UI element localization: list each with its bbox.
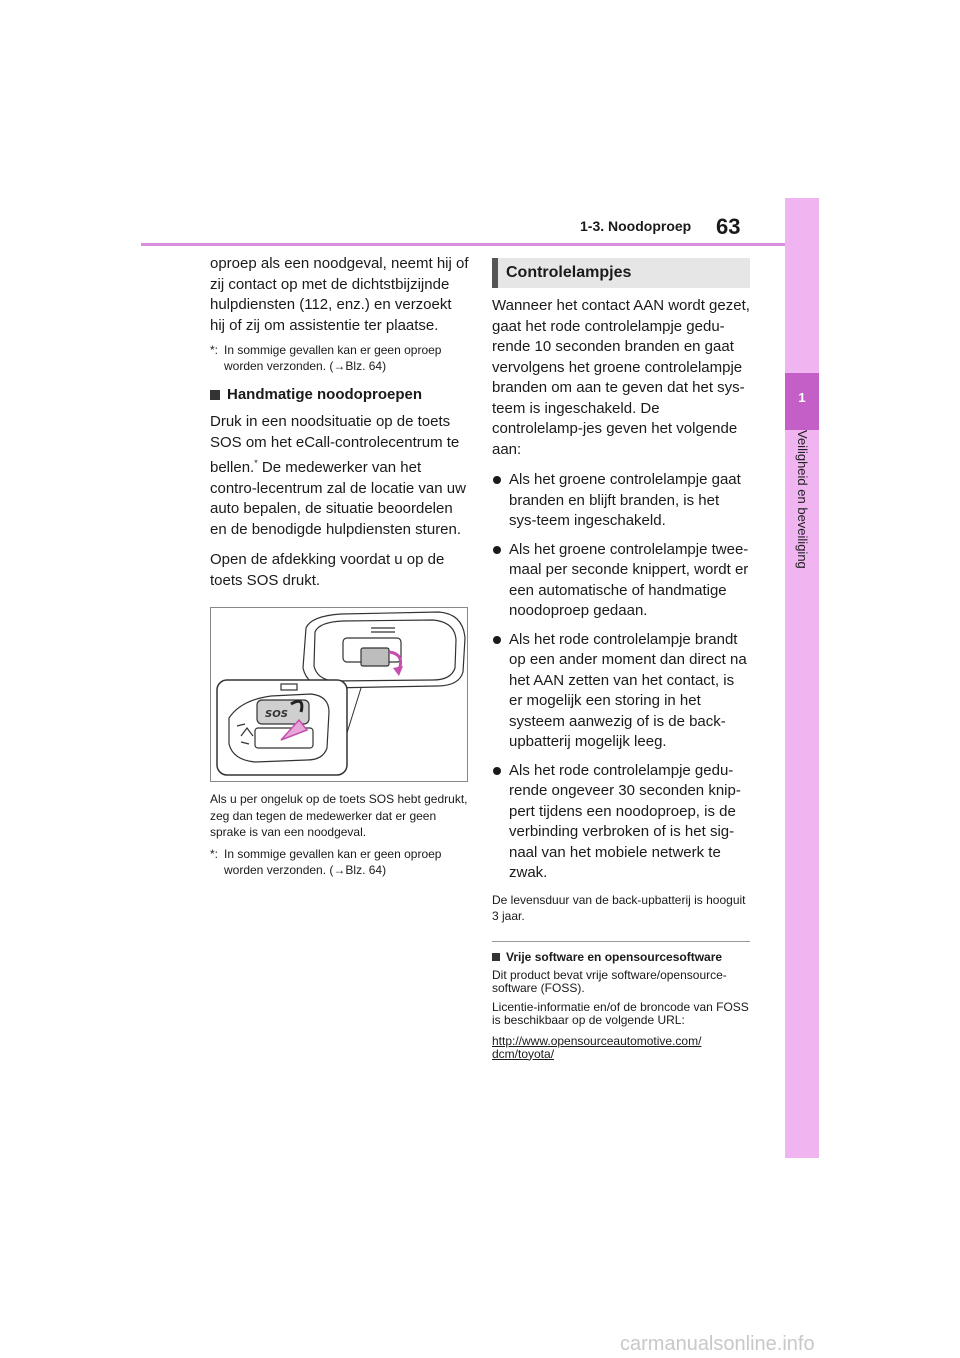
footnote-1: [210, 342, 470, 374]
header-rule: [141, 243, 786, 246]
square-bullet-icon: [210, 390, 220, 400]
subheading-manual-calls: [210, 386, 470, 403]
foss-url-link[interactable]: http://www.opensourceautomotive.com/ dcm/toyota/: [492, 1033, 702, 1061]
chapter-label: Veiligheid en beveiliging: [795, 430, 810, 569]
chapter-number: 1: [798, 390, 806, 405]
list-item-text: Als het groene controlelampje gaat branden en blijft branden, is het sys-teem ingeschakeld.: [509, 471, 741, 529]
list-item: [492, 630, 750, 753]
bullet-dot-icon: [492, 470, 509, 532]
subheading-text: Handmatige noodoproepen: [227, 386, 422, 403]
indicator-list: [492, 470, 750, 884]
list-item: [492, 761, 750, 884]
right-column: [492, 258, 750, 1061]
footnote-2: [210, 846, 470, 878]
divider: [492, 941, 750, 942]
battery-life-note: De levensduur van de back-upbatterij is hooguit 3 jaar.: [492, 892, 746, 923]
bullet-dot-icon: [492, 630, 509, 753]
footnote-text: In sommige gevallen kan er geen oproep worden verzonden. (→Blz. 64): [224, 846, 442, 877]
footnote-ref: *: [254, 458, 258, 468]
bullet-dot-icon: [492, 540, 509, 622]
list-item-text: Als het rode controlelampje gedu-rende ongeveer 30 seconden knip-pert tijdens een noodoproep, is de verbinding verbroken of is het sig-naal van het mobiele netwerk te zwak.: [509, 761, 741, 881]
foss-heading: [492, 950, 750, 964]
footnote-mark: *:: [210, 343, 219, 357]
list-item: [492, 470, 750, 532]
footnote-mark: *:: [210, 846, 219, 861]
intro-paragraph: oproep als een noodgeval, neemt hij of zij contact op met de dichtstbijzijnde hulpdiensten (112, enz.) en verzoekt hij of zij om assistentie ter plaatse.: [210, 255, 469, 334]
watermark: carmanualsonline.info: [620, 1333, 815, 1355]
bullet-dot-icon: [492, 761, 509, 884]
indicator-intro-paragraph: Wanneer het contact AAN wordt gezet, gaat het rode controlelampje gedu-rende 10 seconden branden en gaat vervolgens het groene controlelampje branden om aan te geven dat het sys-teem is ingeschakeld. De controlelamp-jes geven het volgende aan:: [492, 297, 750, 458]
section-title: 1-3. Noodoproep: [580, 218, 692, 234]
chapter-side-tab: [785, 198, 819, 1158]
foss-paragraph-1: Dit product bevat vrije software/opensource-software (FOSS).: [492, 967, 727, 995]
paragraph-text-a: Druk in een noodsituatie op de toets SOS om het eCall-controlecentrum te bellen.: [210, 413, 460, 476]
accidental-press-caption: Als u per ongeluk op de toets SOS hebt gedrukt, zeg dan tegen de medewerker dat er geen sprake is van een noodgeval.: [210, 792, 468, 839]
overhead-console-drawing: [211, 608, 468, 782]
left-column: [210, 254, 470, 878]
sos-label: SOS: [265, 709, 288, 720]
list-item-text: Als het rode controlelampje brandt op een ander moment dan direct na het AAN zetten van het contact, is er mogelijk een storing in het systeem aanwezig of is de back-upbatterij mogelijk leeg.: [509, 630, 747, 750]
foss-paragraph-2: Licentie-informatie en/of de broncode van FOSS is beschikbaar op de volgende URL:: [492, 999, 749, 1027]
sos-button-illustration: [210, 607, 468, 782]
page-number: 63: [716, 214, 741, 239]
footnote-text: In sommige gevallen kan er geen oproep worden verzonden. (→Blz. 64): [224, 343, 442, 373]
paragraph-text-b: De medewerker van het contro-lecentrum zal de locatie van uw auto bepalen, de situatie beoordelen en de benodigde hulpdiensten sturen.: [210, 459, 466, 538]
open-cover-paragraph: Open de afdekking voordat u op de toets SOS drukt.: [210, 551, 445, 589]
manual-call-paragraph: [210, 412, 470, 540]
square-bullet-icon: [492, 953, 500, 961]
list-item-text: Als het groene controlelampje twee-maal per seconde knippert, wordt er een automatische of handmatige noodoproep gedaan.: [509, 540, 749, 619]
section-heading-controlelampjes: Controlelampjes: [492, 258, 750, 288]
foss-heading-text: Vrije software en opensourcesoftware: [506, 949, 723, 964]
list-item: [492, 540, 750, 622]
